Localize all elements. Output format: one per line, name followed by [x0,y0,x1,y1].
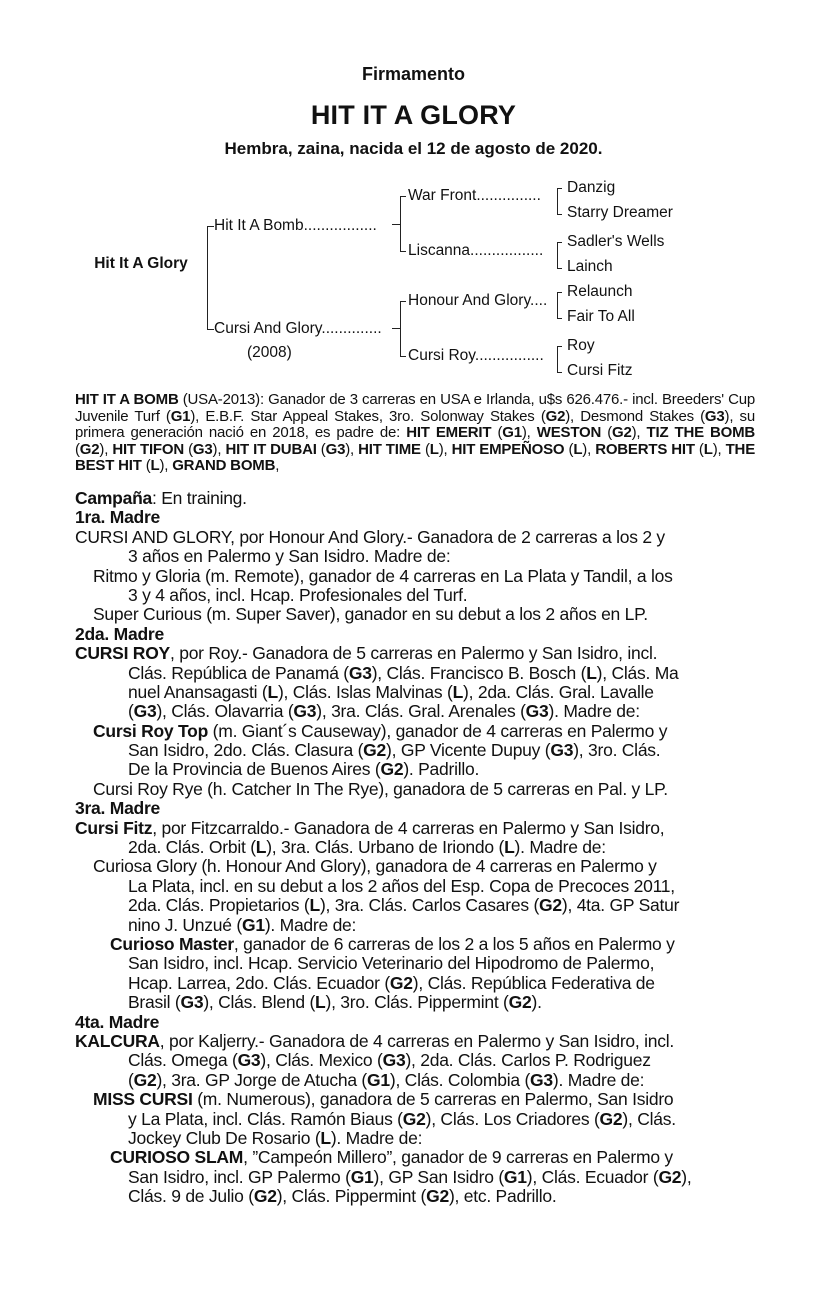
text-run: CURSI AND GLORY, por Honour And Glory.- Ganadora de 2 carreras a los 2 y [75,526,665,547]
bold-text: L [150,457,160,474]
text-run: Clás. República de Panamá ( [128,662,349,683]
body-line [75,1090,775,1109]
bold-text: WESTON [536,424,602,441]
text-run: ), [212,440,226,458]
bold-text: HIT TIFON [112,440,184,458]
bold-text: ROBERTS HIT [595,440,695,458]
bold-text: G2 [363,740,387,761]
text-run: ). Madre de: [548,701,640,722]
bold-text: Campaña [75,488,153,508]
bold-text: G3 [192,440,213,458]
text-run: ), [712,440,726,458]
text-run: , por Kaljerry.- Ganadora de 4 carreras en Palermo y San Isidro, incl. [159,1030,674,1051]
text-run: ( [316,440,326,458]
body-line [75,896,775,915]
bold-text: G2 [545,407,566,425]
bold-text: KALCURA [75,1030,160,1051]
text-run: ), 3ro. Clás. [573,740,661,761]
text-run: ), [438,440,452,458]
bold-text: G3 [293,701,317,722]
body-line [75,528,775,547]
bold-text: HIT EMERIT [406,424,492,441]
text-run: San Isidro, 2do. Clás. Clasura ( [128,740,364,761]
text-run: , por Roy.- Ganadora de 5 carreras en Palermo y San Isidro, incl. [169,643,658,664]
pedigree-bracket-gp1 [557,188,562,215]
bold-text: MISS CURSI [93,1089,193,1110]
text-run: , ganador de 6 carreras de los 2 a los 5 años en Palermo y [233,933,675,954]
body-line [75,1110,775,1129]
body-line [75,760,775,779]
text-run: Hcap. Larrea, 2do. Clás. Ecuador ( [128,972,390,993]
text-run: (USA-2013): Ganador de 3 carreras en USA e Irlanda, u$s 626.476.- incl. Breeders' Cup Juvenile Turf ( [75,391,755,425]
text-run: 3 y 4 años, incl. Hcap. Profesionales del Turf. [128,584,468,605]
bold-text: G2 [133,1069,157,1090]
text-run: ), 3ra. Clás. Gral. Arenales ( [316,701,526,722]
text-run: ), [631,424,647,441]
bold-text: L [452,681,464,702]
text-run: ), 3ro. Clás. Pippermint ( [325,992,509,1013]
body-line [75,1032,775,1051]
bold-text: L [573,440,583,458]
text-run: (m. Giant´s Causeway), ganador de 4 carreras en Palermo y [208,720,668,741]
text-run: ), [521,424,537,441]
pedigree-tick-dam-join [392,328,400,329]
pedigree-subject: Hit It A Glory [94,255,188,272]
text-run: 2da. Clás. Orbit ( [128,837,256,858]
pedigree-sire: Hit It A Bomb................. [214,217,377,234]
body-line [75,1051,775,1070]
body-line [75,1129,775,1148]
pedigree-ggp-6: Fair To All [567,308,635,325]
bold-text: L [504,837,515,858]
bold-text: L [586,662,597,683]
horse-subtitle: Hembra, zaina, nacida el 12 de agosto de 2020. [224,139,603,158]
bold-text: G2 [389,972,413,993]
pedigree-dam-sire: Honour And Glory.... [408,292,548,309]
text-run: , ”Campeón Millero”, ganador de 9 carreras en Palermo y [243,1147,673,1168]
bold-text: G2 [253,1186,277,1207]
text-run: nuel Anansagasti ( [128,681,268,702]
bold-text: G1 [502,424,522,441]
bold-text: L [267,681,278,702]
text-run: Cursi Roy Rye (h. Catcher In The Rye), ganadora de 5 carreras en Pal. y LP. [93,778,668,799]
pedigree-tick-sire-join [392,224,400,225]
bold-text: G3 [382,1050,406,1071]
text-run: San Isidro, incl. GP Palermo ( [128,1166,351,1187]
text-run: ), Clás. Blend ( [203,992,316,1013]
body-line [75,683,775,702]
text-run: ( [601,424,613,441]
text-run: ( [75,440,80,458]
text-run: ), Clás. [622,1108,676,1129]
text-run: ), [582,440,596,458]
pedigree-bracket-main [207,226,208,329]
bold-text: G3 [325,440,346,458]
body-line [75,741,775,760]
text-run: (m. Numerous), ganadora de 5 carreras en Palermo, San Isidro [192,1089,674,1110]
bold-text: THE BEST HIT [75,440,755,474]
bold-text: HIT IT A BOMB [75,391,179,408]
text-run: ). Padrillo. [403,759,480,780]
text-run: ). Madre de: [330,1127,423,1148]
text-run: ), Clás. Francisco B. Bosch ( [371,662,587,683]
bold-text: Cursi Roy Top [93,720,209,741]
text-run: ( [141,457,151,474]
text-run: ), [345,440,359,458]
bold-text: HIT EMPEÑOSO [451,440,565,458]
text-run: ), Clás. Ecuador ( [526,1166,659,1187]
text-run: : En training. [152,488,247,508]
text-run: ), su primera generación nació en 2018, es padre de: [75,407,755,441]
text-run: ), Clás. Islas Malvinas ( [277,681,453,702]
text-run: ), Clás. Pippermint ( [276,1186,427,1207]
body-line [75,974,775,993]
bold-text: 4ta. Madre [75,1011,160,1032]
bold-text: L [703,440,713,458]
text-run: ). Madre de: [514,837,606,858]
bold-text: L [255,837,267,858]
bold-text: G1 [503,1166,527,1187]
pedigree-bracket-gp2 [557,242,562,269]
bold-text: G2 [599,1108,623,1129]
text-run: ), Clás. Ma [596,662,679,683]
text-run: ( [128,1069,134,1090]
text-run: ), 2da. Clás. Carlos P. Rodriguez [405,1050,651,1071]
bold-text: L [309,895,320,916]
bold-text: 3ra. Madre [75,798,161,819]
text-run: Super Curious (m. Super Saver), ganador en su debut a los 2 años en LP. [93,604,648,625]
body-line [75,547,775,566]
text-run: ), Desmond Stakes ( [565,407,705,425]
bold-text: G1 [367,1069,390,1090]
body-line [75,935,775,954]
pedigree-sire-sire: War Front............... [408,187,541,204]
text-run: ), Clás. Colombia ( [389,1069,531,1090]
pedigree-dam: Cursi And Glory.............. [214,320,382,337]
pedigree-tick-ss [400,196,406,197]
text-run: Ritmo y Gloria (m. Remote), ganador de 4 carreras en La Plata y Tandil, a los [93,565,673,586]
body-line [75,877,775,896]
text-run: ( [184,440,193,458]
bold-text: G3 [348,662,372,683]
body-line [75,954,775,973]
text-run: ), 4ta. GP Satur [561,895,680,916]
bold-text: G2 [508,992,532,1013]
body-line [75,819,775,838]
body-line [75,916,775,935]
pedigree-bracket-gp3 [557,292,562,319]
bold-text: HIT TIME [358,440,421,458]
text-run: ), 3ra. GP Jorge de Atucha ( [156,1069,368,1090]
text-run: ( [491,424,503,441]
text-run: ), 3ra. Clás. Carlos Casares ( [319,895,540,916]
text-run: ), Clás. República Federativa de [412,972,655,993]
body-line [75,799,775,818]
body-line [75,702,775,721]
pedigree-sire-dam: Liscanna................. [408,242,544,259]
pedigree-bracket-sire [400,196,401,251]
text-run: ), [99,440,113,458]
text-run: Jockey Club De Rosario ( [128,1127,321,1148]
body-line [75,508,775,527]
text-run: ( [420,440,430,458]
bold-text: L [320,1127,331,1148]
bold-text: G2 [539,895,562,916]
body-line [75,1071,775,1090]
body-line [75,780,775,799]
pedigree-ggp-2: Starry Dreamer [567,204,673,221]
text-run: ( [694,440,704,458]
text-run: ), Clás. Olavarria ( [156,701,294,722]
body-line [75,625,775,644]
text-run: ), [681,1166,692,1187]
text-run: Clás. 9 de Julio ( [128,1186,254,1207]
bold-text: G3 [550,740,574,761]
text-run: ), Clás. Mexico ( [260,1050,383,1071]
bold-text: G2 [79,440,100,458]
text-run: ). Madre de: [552,1069,645,1090]
bold-text: GRAND BOMB [172,457,276,474]
text-run: ). [531,992,542,1013]
text-run: ), E.B.F. Star Appeal Stakes, 3ro. Solonway Stakes ( [190,407,546,425]
bold-text: Cursi Fitz [75,817,153,838]
bold-text: G1 [241,914,265,935]
pedigree-bracket-dam [400,301,401,356]
bold-text: CURIOSO SLAM [110,1147,244,1168]
body-line [75,489,775,508]
pedigree-tick-sd [400,251,406,252]
bold-text: G3 [237,1050,261,1071]
pedigree-tick-sire [207,226,214,227]
body-line [75,1187,775,1206]
bold-text: G2 [426,1186,449,1207]
text-run: ( [128,701,134,722]
text-run: ), etc. Padrillo. [448,1186,557,1207]
text-run: y La Plata, incl. Clás. Ramón Biaus ( [128,1108,403,1129]
bold-text: G3 [525,701,549,722]
family-body [75,489,775,1206]
text-run: Clás. Omega ( [128,1050,238,1071]
bold-text: G1 [170,407,191,425]
body-line [75,993,775,1012]
body-line [75,1148,775,1167]
bold-text: 1ra. Madre [75,507,161,528]
bold-text: G3 [133,701,157,722]
text-run: Curiosa Glory (h. Honour And Glory), ganadora de 4 carreras en Palermo y [93,856,657,877]
body-line [75,605,775,624]
bold-text: G3 [180,992,204,1013]
pedigree-ggp-4: Lainch [567,258,613,275]
sire-description [75,392,755,475]
text-run: ), GP Vicente Dupuy ( [386,740,551,761]
pedigree-tick-dam [207,329,214,330]
text-run: ), GP San Isidro ( [373,1166,504,1187]
text-run: ), [159,457,173,474]
bold-text: L [429,440,439,458]
body-line [75,838,775,857]
text-run: nino J. Unzué ( [128,914,242,935]
body-line [75,1013,775,1032]
pedigree-tick-dd [400,356,406,357]
bold-text: L [315,992,326,1013]
text-run: Brasil ( [128,992,181,1013]
text-run: San Isidro, incl. Hcap. Servicio Veterinario del Hipodromo de Palermo, [128,953,655,974]
bold-text: G2 [402,1108,426,1129]
pedigree-ggp-1: Danzig [567,179,616,196]
pedigree-bracket-gp4 [557,346,562,373]
body-line [75,586,775,605]
text-run: La Plata, incl. en su debut a los 2 años del Esp. Copa de Precoces 2011, [128,875,675,896]
body-line [75,644,775,663]
pedigree-dam-year: (2008) [247,344,292,361]
pedigree-ggp-5: Relaunch [567,283,633,300]
bold-text: 2da. Madre [75,623,164,644]
text-run: ). Madre de: [264,914,357,935]
text-run: De la Provincia de Buenos Aires ( [128,759,381,780]
pedigree-tick-ds [400,301,406,302]
text-run: , [275,457,280,474]
bold-text: G3 [530,1069,553,1090]
text-run: ( [564,440,574,458]
text-run: ), 2da. Clás. Gral. Lavalle [463,681,654,702]
body-line [75,722,775,741]
bold-text: HIT IT DUBAI [225,440,317,458]
haras-name: Firmamento [361,64,466,84]
text-run: ), Clás. Los Criadores ( [425,1108,600,1129]
pedigree-ggp-7: Roy [567,337,595,354]
body-line [75,567,775,586]
bold-text: Curioso Master [110,933,234,954]
text-run: ), 3ra. Clás. Urbano de Iriondo ( [266,837,505,858]
pedigree-ggp-3: Sadler's Wells [567,233,665,250]
text-run: 3 años en Palermo y San Isidro. Madre de: [128,546,451,567]
body-line [75,664,775,683]
pedigree-ggp-8: Cursi Fitz [567,362,633,379]
horse-name-title: HIT IT A GLORY [310,100,517,130]
bold-text: G2 [380,759,404,780]
bold-text: TIZ THE BOMB [646,424,756,441]
bold-text: G3 [704,407,725,425]
text-run: , por Fitzcarraldo.- Ganadora de 4 carreras en Palermo y San Isidro, [152,817,665,838]
pedigree-dam-dam: Cursi Roy................ [408,347,544,364]
body-line [75,1168,775,1187]
text-run: 2da. Clás. Propietarios ( [128,895,310,916]
bold-text: G1 [350,1166,374,1187]
body-line [75,857,775,876]
bold-text: CURSI ROY [75,643,170,664]
bold-text: G2 [658,1166,682,1187]
bold-text: G2 [612,424,632,441]
